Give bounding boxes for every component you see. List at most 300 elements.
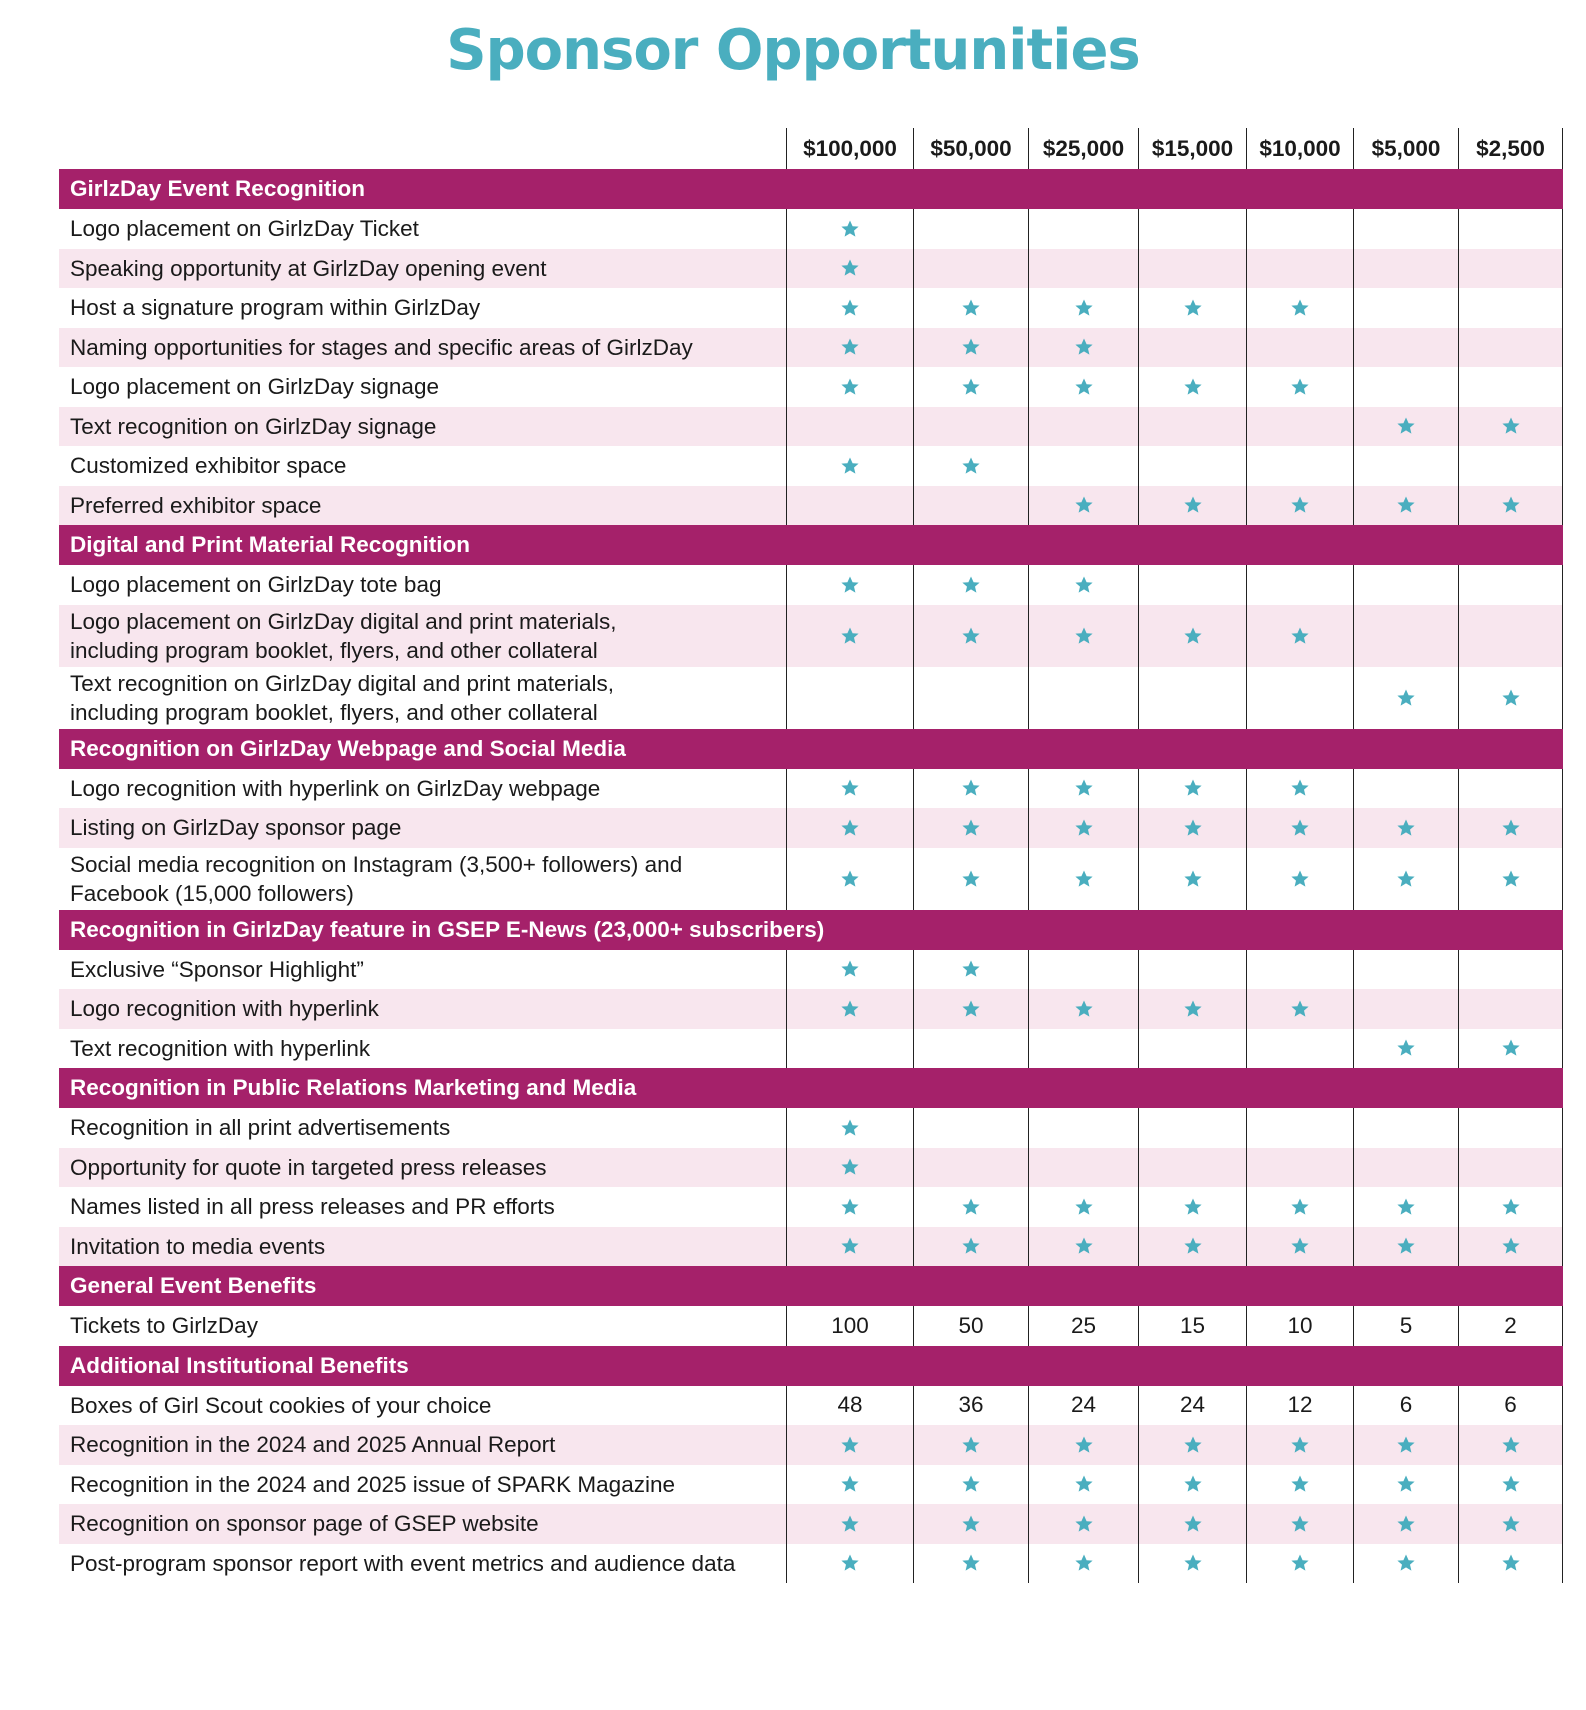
empty-cell [1028, 667, 1138, 729]
empty-cell [1138, 446, 1246, 486]
empty-cell [1028, 249, 1138, 289]
benefit-label [59, 446, 786, 486]
benefit-cell [1246, 808, 1353, 848]
star-icon [1396, 1435, 1416, 1455]
benefit-cell [786, 605, 913, 667]
star-icon [961, 1474, 981, 1494]
empty-cell [1028, 1029, 1138, 1069]
empty-cell [1138, 1108, 1246, 1148]
star-icon [961, 1236, 981, 1256]
page-title: Sponsor Opportunities [446, 18, 1140, 83]
star-icon [1183, 818, 1203, 838]
star-icon [1290, 869, 1310, 889]
benefit-label [59, 288, 786, 328]
benefit-label [59, 367, 786, 407]
empty-cell [1246, 1029, 1353, 1069]
empty-cell [786, 1029, 913, 1069]
benefit-label [59, 950, 786, 990]
benefit-cell [1353, 667, 1458, 729]
benefit-label-line: Logo recognition with hyperlink on GirlzDay webpage [70, 775, 601, 801]
star-icon [961, 1514, 981, 1534]
empty-cell [913, 407, 1028, 447]
section-header: General Event Benefits [59, 1266, 1563, 1306]
benefit-cell [1353, 486, 1458, 526]
benefit-label-line: Preferred exhibitor space [70, 492, 322, 518]
star-icon [961, 999, 981, 1019]
benefit-cell [1028, 1187, 1138, 1227]
star-icon [1290, 626, 1310, 646]
benefit-cell [1028, 565, 1138, 605]
benefit-label [59, 1504, 786, 1544]
empty-cell [1353, 989, 1458, 1029]
empty-cell [1458, 209, 1563, 249]
benefit-cell [1028, 288, 1138, 328]
empty-cell [1246, 249, 1353, 289]
benefit-value: 6 [1353, 1386, 1458, 1426]
empty-cell [1353, 1148, 1458, 1188]
benefit-cell [1353, 1227, 1458, 1267]
benefit-cell [1353, 1187, 1458, 1227]
benefit-label [59, 565, 786, 605]
benefit-label-line: Exclusive “Sponsor Highlight” [70, 956, 364, 982]
benefit-label-line: Facebook (15,000 followers) [70, 880, 354, 906]
star-icon [1396, 416, 1416, 436]
star-icon [1501, 1236, 1521, 1256]
star-icon [1183, 869, 1203, 889]
empty-cell [1353, 605, 1458, 667]
benefit-cell [1028, 808, 1138, 848]
benefit-cell [786, 288, 913, 328]
empty-cell [1246, 565, 1353, 605]
empty-cell [1353, 367, 1458, 407]
empty-cell [1353, 288, 1458, 328]
star-icon [1183, 1236, 1203, 1256]
empty-cell [1246, 1108, 1353, 1148]
star-icon [1501, 1435, 1521, 1455]
benefit-cell [1458, 848, 1563, 910]
star-icon [1183, 1197, 1203, 1217]
benefit-cell [1458, 1504, 1563, 1544]
empty-cell [1353, 209, 1458, 249]
benefit-cell [1458, 1029, 1563, 1069]
benefit-cell [1138, 1425, 1246, 1465]
section-header: Recognition on GirlzDay Webpage and Social Media [59, 729, 1563, 769]
empty-cell [1458, 1108, 1563, 1148]
benefit-cell [1138, 1504, 1246, 1544]
empty-cell [1246, 446, 1353, 486]
benefit-cell [1246, 1187, 1353, 1227]
benefit-label-line: including program booklet, flyers, and other collateral [70, 699, 598, 725]
benefit-label [59, 1306, 786, 1346]
table-row [59, 1544, 1563, 1584]
benefit-label-line: Listing on GirlzDay sponsor page [70, 815, 402, 841]
table-row [59, 1108, 1563, 1148]
star-icon [961, 778, 981, 798]
benefit-cell [1246, 486, 1353, 526]
benefit-label-line: Invitation to media events [70, 1233, 326, 1259]
benefit-cell [913, 1544, 1028, 1584]
star-icon [1290, 1197, 1310, 1217]
benefit-cell [1028, 605, 1138, 667]
star-icon [840, 1197, 860, 1217]
benefit-label-line: Tickets to GirlzDay [70, 1313, 258, 1339]
benefit-label-line: Logo placement on GirlzDay signage [70, 374, 439, 400]
star-icon [961, 869, 981, 889]
empty-cell [1028, 407, 1138, 447]
benefit-label-line: Host a signature program within GirlzDay [70, 295, 481, 321]
star-icon [1074, 1435, 1094, 1455]
benefit-cell [1138, 848, 1246, 910]
section-header: Digital and Print Material Recognition [59, 525, 1563, 565]
empty-cell [1138, 1148, 1246, 1188]
star-icon [840, 575, 860, 595]
empty-cell [1246, 667, 1353, 729]
benefit-label [59, 1227, 786, 1267]
benefit-value: 36 [913, 1386, 1028, 1426]
star-icon [1074, 1197, 1094, 1217]
benefit-value: 5 [1353, 1306, 1458, 1346]
star-icon [1290, 495, 1310, 515]
benefit-cell [913, 288, 1028, 328]
benefit-label [59, 1544, 786, 1584]
benefit-cell [1138, 989, 1246, 1029]
star-icon [1501, 1474, 1521, 1494]
table-body [59, 169, 1563, 1583]
empty-cell [1353, 249, 1458, 289]
level-header: $50,000 [913, 128, 1028, 169]
benefit-cell [1246, 1544, 1353, 1584]
benefit-cell [1138, 367, 1246, 407]
benefit-label [59, 1425, 786, 1465]
empty-cell [1246, 209, 1353, 249]
star-icon [1501, 1553, 1521, 1573]
benefit-label [59, 486, 786, 526]
benefit-cell [786, 808, 913, 848]
star-icon [1396, 688, 1416, 708]
sponsor-table [59, 128, 1563, 1583]
benefit-cell [1246, 848, 1353, 910]
empty-cell [913, 1108, 1028, 1148]
star-icon [961, 1197, 981, 1217]
empty-cell [913, 667, 1028, 729]
benefit-label-line: Recognition in all print advertisements [70, 1115, 451, 1141]
star-icon [840, 778, 860, 798]
empty-cell [1353, 446, 1458, 486]
benefit-cell [1246, 989, 1353, 1029]
table-row [59, 446, 1563, 486]
star-icon [1501, 495, 1521, 515]
table-row [59, 950, 1563, 990]
benefit-label-line: Text recognition on GirlzDay digital and print materials, [70, 670, 614, 696]
table-row [59, 1227, 1563, 1267]
empty-cell [1458, 328, 1563, 368]
benefit-cell [786, 565, 913, 605]
benefit-label [59, 605, 786, 667]
table-row [59, 605, 1563, 667]
star-icon [840, 818, 860, 838]
benefit-cell [1028, 1425, 1138, 1465]
benefit-cell [1138, 1227, 1246, 1267]
star-icon [840, 337, 860, 357]
benefit-label [59, 249, 786, 289]
star-icon [961, 818, 981, 838]
table-row [59, 989, 1563, 1029]
benefit-cell [1138, 1187, 1246, 1227]
benefit-cell [1353, 407, 1458, 447]
benefit-cell [1458, 1544, 1563, 1584]
empty-cell [1138, 407, 1246, 447]
star-icon [1290, 377, 1310, 397]
benefit-cell [1246, 288, 1353, 328]
empty-cell [1353, 328, 1458, 368]
benefit-cell [1028, 769, 1138, 809]
star-icon [1183, 298, 1203, 318]
benefit-cell [786, 249, 913, 289]
benefit-cell [1028, 848, 1138, 910]
benefit-cell [913, 1187, 1028, 1227]
benefit-cell [1458, 1465, 1563, 1505]
table-row [59, 1425, 1563, 1465]
empty-cell [1246, 950, 1353, 990]
star-icon [1396, 818, 1416, 838]
table-row [59, 1148, 1563, 1188]
table-row [59, 1029, 1563, 1069]
star-icon [961, 1553, 981, 1573]
benefit-label-line: Opportunity for quote in targeted press releases [70, 1154, 547, 1180]
benefit-label [59, 1386, 786, 1426]
benefit-cell [1138, 605, 1246, 667]
empty-cell [1246, 1148, 1353, 1188]
benefit-value: 6 [1458, 1386, 1563, 1426]
star-icon [840, 1118, 860, 1138]
star-icon [961, 377, 981, 397]
star-icon [1396, 1553, 1416, 1573]
star-icon [1074, 575, 1094, 595]
table-row [59, 1187, 1563, 1227]
star-icon [840, 1514, 860, 1534]
empty-cell [1138, 209, 1246, 249]
benefit-label-line: Logo placement on GirlzDay tote bag [70, 572, 442, 598]
benefit-cell [1028, 1465, 1138, 1505]
benefit-cell [1353, 1544, 1458, 1584]
star-icon [961, 337, 981, 357]
empty-cell [1458, 446, 1563, 486]
star-icon [1074, 778, 1094, 798]
empty-cell [913, 1029, 1028, 1069]
benefit-cell [913, 367, 1028, 407]
benefit-cell [786, 1148, 913, 1188]
star-icon [1501, 818, 1521, 838]
empty-cell [1246, 328, 1353, 368]
star-icon [840, 1474, 860, 1494]
benefit-cell [786, 1425, 913, 1465]
empty-cell [913, 249, 1028, 289]
benefit-cell [1028, 486, 1138, 526]
star-icon [840, 219, 860, 239]
benefit-label [59, 1029, 786, 1069]
benefit-label [59, 1187, 786, 1227]
benefit-cell [913, 1227, 1028, 1267]
benefit-label [59, 1108, 786, 1148]
benefit-value: 2 [1458, 1306, 1563, 1346]
star-icon [840, 377, 860, 397]
benefit-cell [913, 1425, 1028, 1465]
level-header: $25,000 [1028, 128, 1138, 169]
benefit-label-line: Text recognition with hyperlink [70, 1035, 371, 1061]
star-icon [961, 298, 981, 318]
benefit-label-line: Naming opportunities for stages and specific areas of GirlzDay [70, 334, 693, 360]
benefit-value: 50 [913, 1306, 1028, 1346]
benefit-cell [1246, 1425, 1353, 1465]
benefit-value: 100 [786, 1306, 913, 1346]
benefit-value: 10 [1246, 1306, 1353, 1346]
benefit-cell [1138, 486, 1246, 526]
benefit-cell [913, 1504, 1028, 1544]
empty-cell [1458, 769, 1563, 809]
benefit-cell [913, 605, 1028, 667]
benefit-label [59, 407, 786, 447]
benefit-label-line: Social media recognition on Instagram (3,500+ followers) and [70, 851, 683, 877]
empty-cell [1458, 1148, 1563, 1188]
benefit-cell [1353, 848, 1458, 910]
benefit-cell [786, 989, 913, 1029]
benefit-label [59, 808, 786, 848]
benefit-cell [913, 848, 1028, 910]
benefit-cell [913, 808, 1028, 848]
star-icon [1183, 1435, 1203, 1455]
benefit-value: 24 [1138, 1386, 1246, 1426]
table-row [59, 565, 1563, 605]
benefit-label-line: Text recognition on GirlzDay signage [70, 413, 437, 439]
level-header: $15,000 [1138, 128, 1246, 169]
empty-cell [1138, 950, 1246, 990]
level-header: $10,000 [1246, 128, 1353, 169]
star-icon [1074, 626, 1094, 646]
table-header-row [59, 128, 1563, 169]
empty-cell [1028, 1108, 1138, 1148]
benefit-label [59, 328, 786, 368]
benefit-label-line: Recognition in the 2024 and 2025 Annual Report [70, 1432, 556, 1458]
benefit-cell [786, 1544, 913, 1584]
empty-cell [1028, 209, 1138, 249]
benefit-label [59, 989, 786, 1029]
star-icon [1074, 1553, 1094, 1573]
benefit-label-line: Speaking opportunity at GirlzDay opening event [70, 255, 547, 281]
star-icon [1074, 999, 1094, 1019]
empty-cell [1353, 769, 1458, 809]
benefit-cell [913, 769, 1028, 809]
benefit-label-line: Post-program sponsor report with event metrics and audience data [70, 1550, 736, 1576]
empty-cell [786, 486, 913, 526]
benefit-cell [913, 989, 1028, 1029]
benefit-label [59, 667, 786, 729]
table-row [59, 407, 1563, 447]
benefit-cell [1458, 486, 1563, 526]
star-icon [1074, 1474, 1094, 1494]
benefit-cell [786, 446, 913, 486]
benefit-cell [786, 1465, 913, 1505]
star-icon [1501, 1038, 1521, 1058]
benefit-value: 15 [1138, 1306, 1246, 1346]
benefit-value: 12 [1246, 1386, 1353, 1426]
benefit-cell [1246, 1504, 1353, 1544]
table-row [59, 367, 1563, 407]
table-row [59, 808, 1563, 848]
star-icon [840, 1157, 860, 1177]
star-icon [1396, 1236, 1416, 1256]
benefit-cell [1246, 1465, 1353, 1505]
empty-cell [913, 486, 1028, 526]
benefit-label-line: Logo recognition with hyperlink [70, 996, 379, 1022]
star-icon [1074, 495, 1094, 515]
benefit-label-line: Boxes of Girl Scout cookies of your choice [70, 1392, 492, 1418]
star-icon [1183, 377, 1203, 397]
empty-cell [1458, 367, 1563, 407]
star-icon [840, 959, 860, 979]
benefit-cell [1138, 808, 1246, 848]
benefit-cell [786, 848, 913, 910]
benefit-cell [1458, 808, 1563, 848]
benefit-cell [786, 328, 913, 368]
table-row [59, 667, 1563, 729]
empty-cell [1138, 565, 1246, 605]
empty-cell [1138, 328, 1246, 368]
star-icon [1290, 1514, 1310, 1534]
star-icon [1396, 1514, 1416, 1534]
table-row [59, 486, 1563, 526]
empty-cell [1246, 407, 1353, 447]
benefit-cell [1458, 407, 1563, 447]
table-row [59, 1465, 1563, 1505]
star-icon [1396, 869, 1416, 889]
benefit-cell [1458, 1425, 1563, 1465]
star-icon [840, 298, 860, 318]
section-header: Additional Institutional Benefits [59, 1346, 1563, 1386]
star-icon [840, 999, 860, 1019]
star-icon [961, 626, 981, 646]
table-row [59, 1504, 1563, 1544]
empty-cell [913, 1148, 1028, 1188]
star-icon [1183, 1514, 1203, 1534]
star-icon [1074, 818, 1094, 838]
star-icon [1074, 1236, 1094, 1256]
star-icon [1290, 778, 1310, 798]
benefit-cell [786, 1227, 913, 1267]
star-icon [1074, 1514, 1094, 1534]
table-row [59, 249, 1563, 289]
star-icon [1501, 1514, 1521, 1534]
benefit-cell [786, 367, 913, 407]
star-icon [1183, 495, 1203, 515]
star-icon [1183, 778, 1203, 798]
star-icon [840, 1236, 860, 1256]
section-header: Recognition in Public Relations Marketing and Media [59, 1068, 1563, 1108]
empty-cell [1138, 1029, 1246, 1069]
star-icon [840, 1553, 860, 1573]
empty-cell [1028, 446, 1138, 486]
table-row [59, 209, 1563, 249]
benefit-cell [1458, 1187, 1563, 1227]
benefit-cell [1138, 1465, 1246, 1505]
benefit-cell [1353, 1029, 1458, 1069]
star-icon [1396, 1197, 1416, 1217]
benefit-cell [786, 1108, 913, 1148]
table-row [59, 1386, 1563, 1426]
star-icon [1501, 1197, 1521, 1217]
star-icon [1290, 1474, 1310, 1494]
benefit-label [59, 209, 786, 249]
empty-cell [1028, 1148, 1138, 1188]
